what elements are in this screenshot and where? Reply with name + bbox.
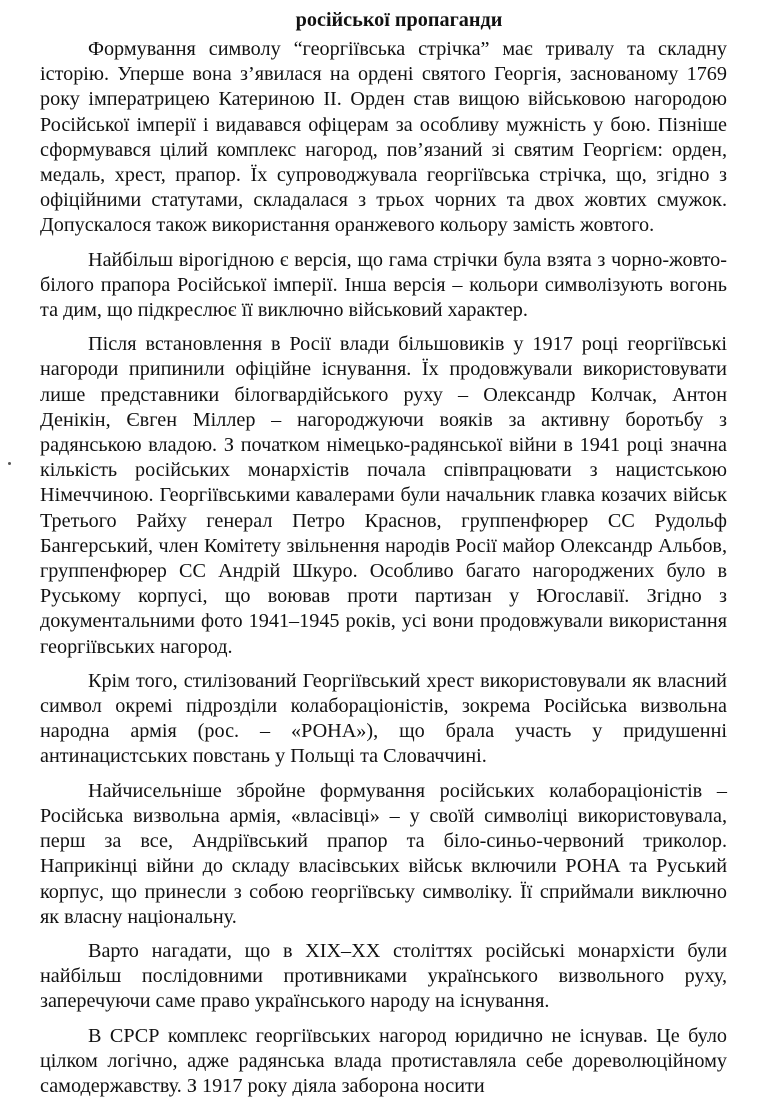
paragraph-4: Крім того, стилізований Георгіївський хрест використовували як власний символ окремі підрозділи колабораціоністів, зокрема Російська визвольна народна армія (рос. – «РОНА»), що брала участь у придушенні антинацистських повстань у Польщі та Словаччині. bbox=[40, 669, 727, 768]
paragraph-7: В СРСР комплекс георгіївських нагород юридично не існував. Це було цілком логічно, адже радянська влада протиставляла себе дореволюційному самодержавству. З 1917 року діяла заборона носити bbox=[40, 1024, 727, 1097]
paragraph-3: Після встановлення в Росії влади більшовиків у 1917 році георгіївські нагороди припинили офіційне існування. Їх продовжували використовувати лише представники білогвардійського руху – Олександр Колчак, Антон Денікін, Євген Міллер – нагороджуючи вояків за активну боротьбу з радянською владою. З початком німецько-радянської війни в 1941 році значна кількість російських монархістів почала співпрацювати з нацистською Німеччиною. Георгіївськими кавалерами були начальник главка козачих військ Третього Райху генерал Петро Краснов, группенфюрер СС Рудольф Бангерський, член Комітету звільнення народів Росії майор Олександр Альбов, группенфюрер СС Андрій Шкуро. Особливо багато нагороджених було в Руському корпусі, що воював проти партизан у Югославії. Згідно з документальними фото 1941–1945 років, усі вони продовжували використання георгіївських нагород. bbox=[40, 333, 727, 658]
paragraph-6: Варто нагадати, що в ХІХ–ХХ століттях російські монархісти були найбільш послідовними противниками українського визвольного руху, заперечуючи саме право українського народу на існування. bbox=[40, 939, 727, 1013]
scan-speck bbox=[8, 462, 11, 465]
paragraph-1: Формування символу “георгіївська стрічка” має тривалу та складну історію. Уперше вона з’явилася на ордені святого Георгія, заснованому 1769 року імператрицею Катериною II. Орден став вищою військовою нагородою Російської імперії і видавався офіцерам за особливу мужність у бою. Пізніше сформувався цілий комплекс нагород, пов’язаний зі святим Георгієм: орден, медаль, хрест, прапор. Їх супроводжувала георгіївська стрічка, що, згідно з офіційними статутами, складалася з трьох чорних та двох жовтих смужок. Допускалося також використання оранжевого кольору замість жовтого. bbox=[40, 38, 727, 237]
document-body bbox=[40, 37, 727, 1108]
paragraph-2: Найбільш вірогідною є версія, що гама стрічки була взята з чорно-жовто-білого прапора Російської імперії. Інша версія – кольори символізують вогонь та дим, що підкреслює її виключно військовий характер. bbox=[40, 248, 727, 322]
paragraph-5: Найчисельніше збройне формування російських колабораціоністів – Російська визвольна армія, «власівці» – у своїй символіці використовувала, перш за все, Андріївський прапор та біло-синьо-червоний триколор. Наприкінці війни до складу власівських військ включили РОНА та Руський корпус, що принесли з собою георгіївську символіку. Її сприймали виключно як власну національну. bbox=[40, 779, 727, 928]
page-title: російської пропаганди bbox=[295, 9, 503, 31]
